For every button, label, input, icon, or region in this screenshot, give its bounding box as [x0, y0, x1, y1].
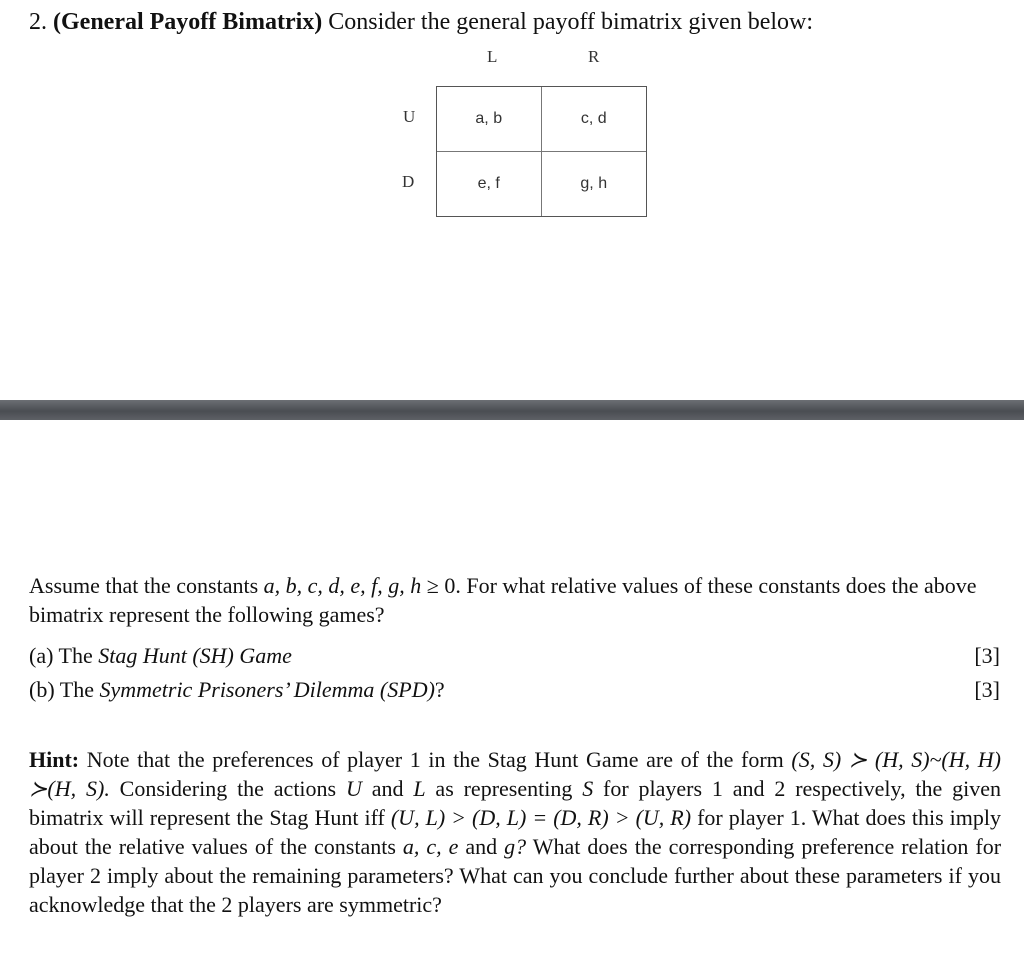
part-b-suffix: ?	[434, 677, 445, 702]
hint-text-3: and	[361, 776, 414, 801]
row-label-u: U	[403, 107, 416, 126]
cell-d-l: e, f	[437, 152, 542, 217]
hint-label: Hint:	[29, 747, 80, 772]
hint-text-8: What does the corresponding preference relation for player 2 imply about the remaining parameters? What can you conclude further about these parameters if you acknowledge that the 2 players are symmetric?	[29, 834, 1002, 917]
hint-math-3: L	[413, 776, 426, 801]
hint-math-2: U	[345, 776, 362, 801]
assumption-paragraph	[29, 571, 1004, 629]
part-b-label: (b) The	[29, 677, 100, 702]
hint-text-7: and	[458, 834, 505, 859]
payoff-bimatrix	[436, 86, 647, 217]
part-a-marks: [3]	[974, 643, 1000, 668]
column-label-l: L	[487, 47, 498, 66]
hint-math-1: (S, S) ≻ (H, S)~(H, H) ≻(H, S).	[29, 747, 1001, 801]
hint-math-6: a, c, e	[402, 834, 459, 859]
part-b-name: Symmetric Prisoners’ Dilemma (SPD)	[99, 677, 435, 702]
hint-text-6: for player 1. What does this imply about the relative values of the constants	[29, 805, 1001, 859]
part-b-marks: [3]	[974, 677, 1000, 702]
hint-text-2: Considering the actions	[109, 776, 346, 801]
part-a-name: Stag Hunt (SH) Game	[98, 643, 292, 668]
hint-paragraph	[29, 745, 1001, 919]
cell-u-l: a, b	[437, 87, 542, 152]
hint-math-7: g?	[504, 834, 527, 859]
column-label-r: R	[588, 47, 600, 66]
hint-text-1: Note that the preferences of player 1 in the Stag Hunt Game are of the form	[79, 747, 792, 772]
question-title: (General Payoff Bimatrix)	[53, 9, 323, 35]
page-divider-bar	[0, 400, 1024, 420]
question-number: 2.	[29, 9, 47, 35]
hint-text-4: as representing	[425, 776, 583, 801]
part-b	[29, 677, 445, 703]
assume-rest: ≥ 0. For what relative values of these constants does the above bimatrix represent the following games?	[29, 573, 977, 627]
hint-math-4: S	[582, 776, 594, 801]
row-label-d: D	[402, 172, 415, 191]
hint-math-5: (U, L) > (D, L) = (D, R) > (U, R)	[390, 805, 692, 830]
assume-prefix: Assume that the constants	[29, 573, 264, 598]
part-a-label: (a) The	[29, 643, 99, 668]
question-intro: Consider the general payoff bimatrix given below:	[322, 9, 814, 35]
hint-text-5: for players 1 and 2 respectively, the given bimatrix will represent the Stag Hunt iff	[29, 776, 1002, 830]
part-a	[29, 643, 292, 669]
cell-u-r: c, d	[542, 87, 647, 152]
cell-d-r: g, h	[580, 174, 608, 192]
question-heading	[29, 9, 813, 36]
assume-constants: a, b, c, d, e, f, g, h	[263, 573, 422, 598]
